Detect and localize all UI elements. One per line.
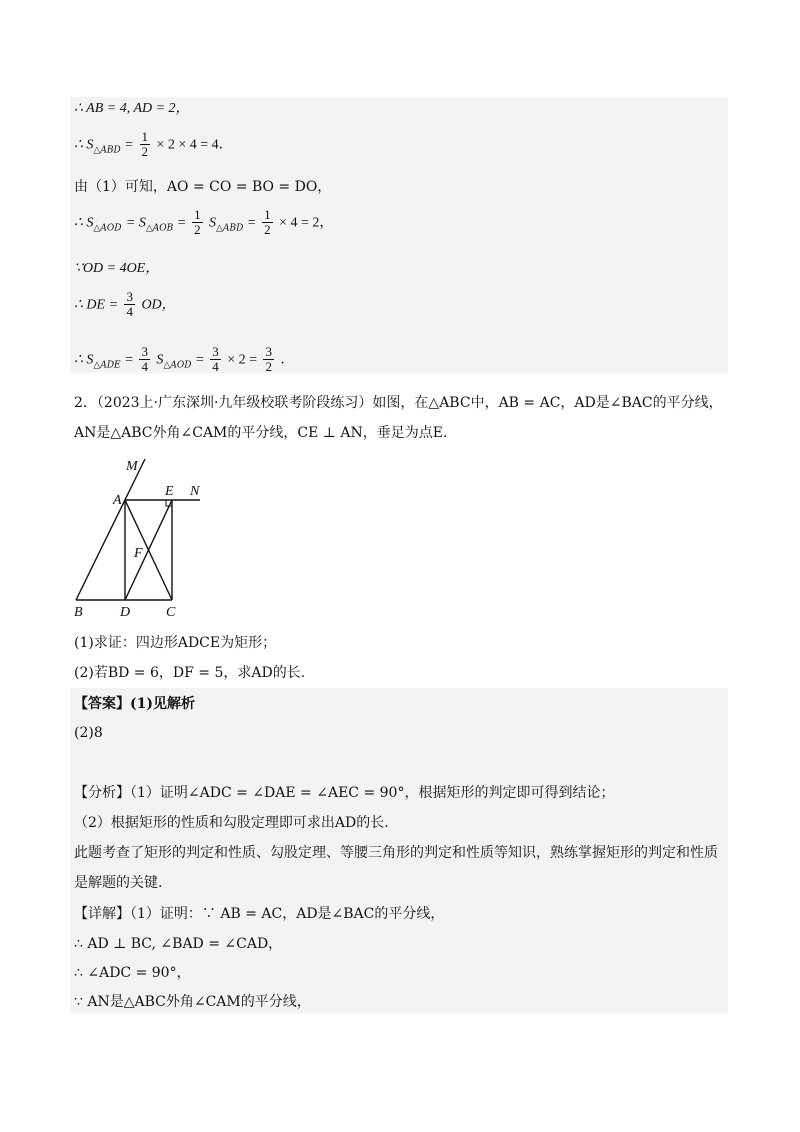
answer-line-2: (2)8: [74, 725, 103, 741]
question-2: (2)若BD = 6，DF = 5，求AD的长.: [74, 665, 306, 681]
fraction-three-quarters: $\frac{3}{4}$: [126, 289, 133, 319]
fraction-one-half: $\frac{1}{2}$: [194, 207, 201, 237]
label-a: A: [113, 493, 122, 508]
analysis-line-4: 是解题的关键.: [74, 875, 163, 891]
solution-line-5: ∵OD = 4OE，: [74, 261, 160, 276]
fraction-three-quarters: $\frac{3}{4}$: [212, 344, 219, 374]
detail-line-1: 【详解】（1）证明：∵ AB = AC，AD是∠BAC的平分线，: [74, 906, 445, 922]
fraction-three-quarters: $\frac{3}{4}$: [141, 344, 148, 374]
problem-line-1: 2．（2023上·广东深圳·九年级校联考阶段练习）如图，在△ABC中，AB = AC，AD是∠BAC的平分线，: [74, 395, 723, 411]
solution-line-4: ∴ $S_{\triangle AOD} = S_{\triangle AOB}$ = $\frac{1}{2}$ $S_{\triangle ABD}$ = $\frac{1}{2}$ × 4 = 2，: [74, 207, 334, 237]
label-b: B: [74, 605, 83, 620]
solution-line-7: ∴ $S_{\triangle ADE}$ = $\frac{3}{4}$ $S_{\triangle AOD}$ = $\frac{3}{4}$ × 2 = $\frac{3}{2}$ ．: [74, 344, 295, 374]
label-f: F: [134, 546, 143, 561]
analysis-line-2: （2）根据矩形的性质和勾股定理即可求出AD的长.: [74, 815, 389, 831]
fraction-one-half: $\frac{1}{2}$: [141, 129, 148, 159]
fraction-one-half: $\frac{1}{2}$: [264, 207, 271, 237]
label-m: M: [126, 459, 138, 474]
label-n: N: [190, 484, 200, 499]
geometry-figure: [70, 455, 220, 620]
analysis-line-1: 【分析】（1）证明∠ADC = ∠DAE = ∠AEC = 90°，根据矩形的判定即可得到结论；: [74, 785, 615, 801]
detail-line-3: ∴ ∠ADC = 90°，: [74, 965, 191, 981]
label-c: C: [166, 605, 176, 620]
answer-line-1: 【答案】(1)见解析: [74, 696, 195, 712]
problem-line-2: AN是△ABC外角∠CAM的平分线，CE ⊥ AN，垂足为点E.: [74, 425, 448, 441]
fraction-three-halves: $\frac{3}{2}$: [265, 344, 272, 374]
solution-line-1: ∴ AB = 4, AD = 2，: [74, 101, 190, 116]
solution-line-6: ∴ DE = $\frac{3}{4}$ OD，: [74, 289, 176, 319]
detail-line-4: ∵ AN是△ABC外角∠CAM的平分线，: [74, 994, 311, 1010]
analysis-line-3: 此题考查了矩形的判定和性质、勾股定理、等腰三角形的判定和性质等知识，熟练掌握矩形的判定和性质: [74, 845, 718, 861]
detail-line-2: ∴ AD ⊥ BC, ∠BAD = ∠CAD，: [74, 936, 283, 952]
solution-line-2: ∴ $S_{\triangle ABD}$ = $\frac{1}{2}$ × 2 × 4 = 4．: [74, 129, 233, 159]
label-e: E: [165, 484, 174, 499]
label-d: D: [120, 605, 131, 620]
question-1: (1)求证：四边形ADCE为矩形；: [74, 635, 277, 651]
solution-line-3: 由（1）可知，AO = CO = BO = DO，: [74, 179, 332, 195]
